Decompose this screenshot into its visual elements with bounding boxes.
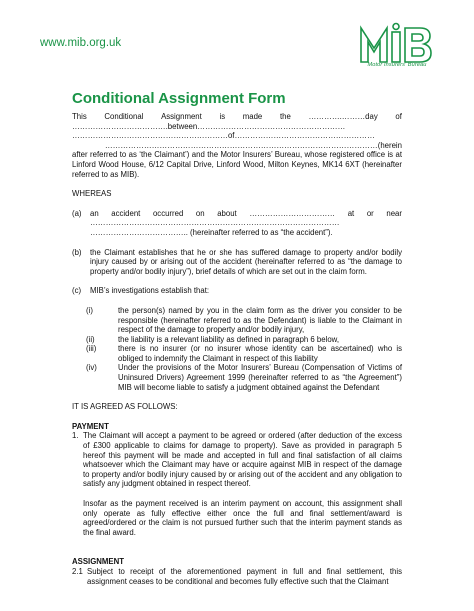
- item-label: 1.: [72, 431, 79, 441]
- mib-logo-icon: [358, 22, 434, 66]
- assignment-heading: ASSIGNMENT: [72, 557, 124, 567]
- intro-line-1: [72, 112, 402, 122]
- item-label: (i): [86, 305, 93, 315]
- clause-c-item: [72, 344, 402, 363]
- payment-heading: PAYMENT: [72, 421, 109, 431]
- intro-word: made: [242, 112, 263, 121]
- intro-paragraph: [72, 112, 402, 179]
- agreed-heading: IT IS AGREED AS FOLLOWS:: [72, 402, 178, 412]
- item-text: the person(s) named by you in the claim form as the driver you consider to be responsible (hereinafter referred to as the Defendant) is liable to the Claimant in respect of the damage to property and/or bodily injury,: [118, 305, 402, 335]
- clause-word: on: [195, 208, 205, 218]
- clause-a-line-3: ……………………………….. (hereinafter referred to as “the accident”).: [90, 227, 333, 237]
- clause-word: at: [347, 208, 355, 218]
- accident-location-field[interactable]: ……………………………………………………………………………………: [90, 218, 340, 228]
- whereas-heading: WHEREAS: [72, 189, 112, 199]
- clause-label: (c): [72, 286, 82, 296]
- item-text: the liability is a relevant liability as defined in paragraph 6 below,: [118, 334, 340, 344]
- website-url[interactable]: www.mib.org.uk: [40, 37, 122, 49]
- clause-label: (b): [72, 247, 82, 257]
- payment-text: The Claimant will accept a payment to be agreed or ordered (after deduction of the excess of £300 applicable to claims for damage to property). Save as provided in paragraph 5 hereof this payment will be made and accepted in full and final satisfaction of all claims whatsoever which the Claimant may have or acquire against MIB in respect of the damage to property and/or bodily injury caused by or arising out of the accident and any obligation to satisfy any judgment obtained in respect thereof.: [83, 431, 402, 489]
- date-day-field[interactable]: ………….………day: [308, 112, 378, 121]
- clause-word: or: [366, 208, 374, 218]
- clause-word: accident: [111, 208, 141, 218]
- clause-a-line-1: [90, 209, 402, 219]
- form-title: Conditional Assignment Form: [72, 90, 286, 107]
- payment-followup: Insofar as the payment received is an interim payment on account, this assignment shall only operate as fully effective either once the full and final settlement/award is agreed/ordered or the claim is not pursued further such that the interim payment stands as the final award.: [83, 499, 402, 537]
- intro-word: Conditional: [104, 112, 144, 121]
- document-body: [72, 112, 402, 586]
- address-line[interactable]: ……………………………………………………………………………………………(herein: [104, 140, 402, 150]
- clause-word: an: [90, 208, 99, 218]
- clause-c-item: [72, 335, 402, 345]
- clause-word: near: [386, 208, 402, 218]
- intro-word: is: [219, 112, 226, 121]
- clause-c-item: [72, 306, 402, 335]
- accident-date-field[interactable]: ……………………………: [249, 208, 336, 218]
- intro-text: after referred to as ‘the Claimant’) and the Motor Insurers’ Bureau, whose registered office is at Linford Wood House, 6/12 Capital Drive, Linford Wood, Milton Keynes, MK14 6XT (hereinafter referred to as MIB).: [72, 150, 402, 179]
- clause-c-item: [72, 363, 402, 392]
- item-label: (ii): [86, 334, 95, 344]
- clause-word: occurred: [152, 208, 184, 218]
- clause-word: about: [217, 208, 237, 218]
- payment-item: [72, 431, 402, 489]
- assignment-text: Subject to receipt of the aforementioned payment in full and final settlement, this assignment ceases to be conditional and becomes fully effective such that the Claimant: [87, 566, 402, 586]
- intro-word: the: [279, 112, 291, 121]
- intro-word: Assignment: [161, 112, 202, 121]
- intro-word: of: [395, 112, 402, 121]
- item-label: 2.1: [72, 566, 83, 576]
- clause-b: [72, 248, 402, 277]
- intro-word: This: [72, 112, 87, 121]
- of-line[interactable]: ……………………………………………………of………………………………………………: [72, 131, 375, 141]
- between-line[interactable]: ……………………………….between…………………………………………………: [72, 121, 346, 131]
- item-text: Under the provisions of the Motor Insurers’ Bureau (Compensation of Victims of Uninsured Drivers) Agreement 1999 (hereinafter referred to as “the Agreement”) MIB will become liable to satisfy a judgment obtained against the Defendant: [118, 363, 402, 392]
- clause-label: (a): [72, 208, 82, 218]
- item-label: (iii): [86, 344, 97, 354]
- clause-c: [72, 286, 402, 296]
- item-label: (iv): [86, 363, 97, 373]
- clause-a: [72, 209, 402, 238]
- logo-subtitle: Motor Insurers' Bureau: [367, 62, 427, 68]
- clause-c-text: MIB’s investigations establish that:: [90, 286, 210, 296]
- item-text: there is no insurer (or no insurer whose identity can be ascertained) who is obliged to indemnify the Claimant in respect of this liability: [118, 344, 402, 363]
- clause-b-text: the Claimant establishes that he or she has suffered damage to property and/or bodily injury caused by or arising out of the accident (hereinafter referred to as “the damage to property and/or bodily injury”), brief details of which are set out in the claim form.: [90, 247, 402, 276]
- assignment-item: [72, 567, 402, 586]
